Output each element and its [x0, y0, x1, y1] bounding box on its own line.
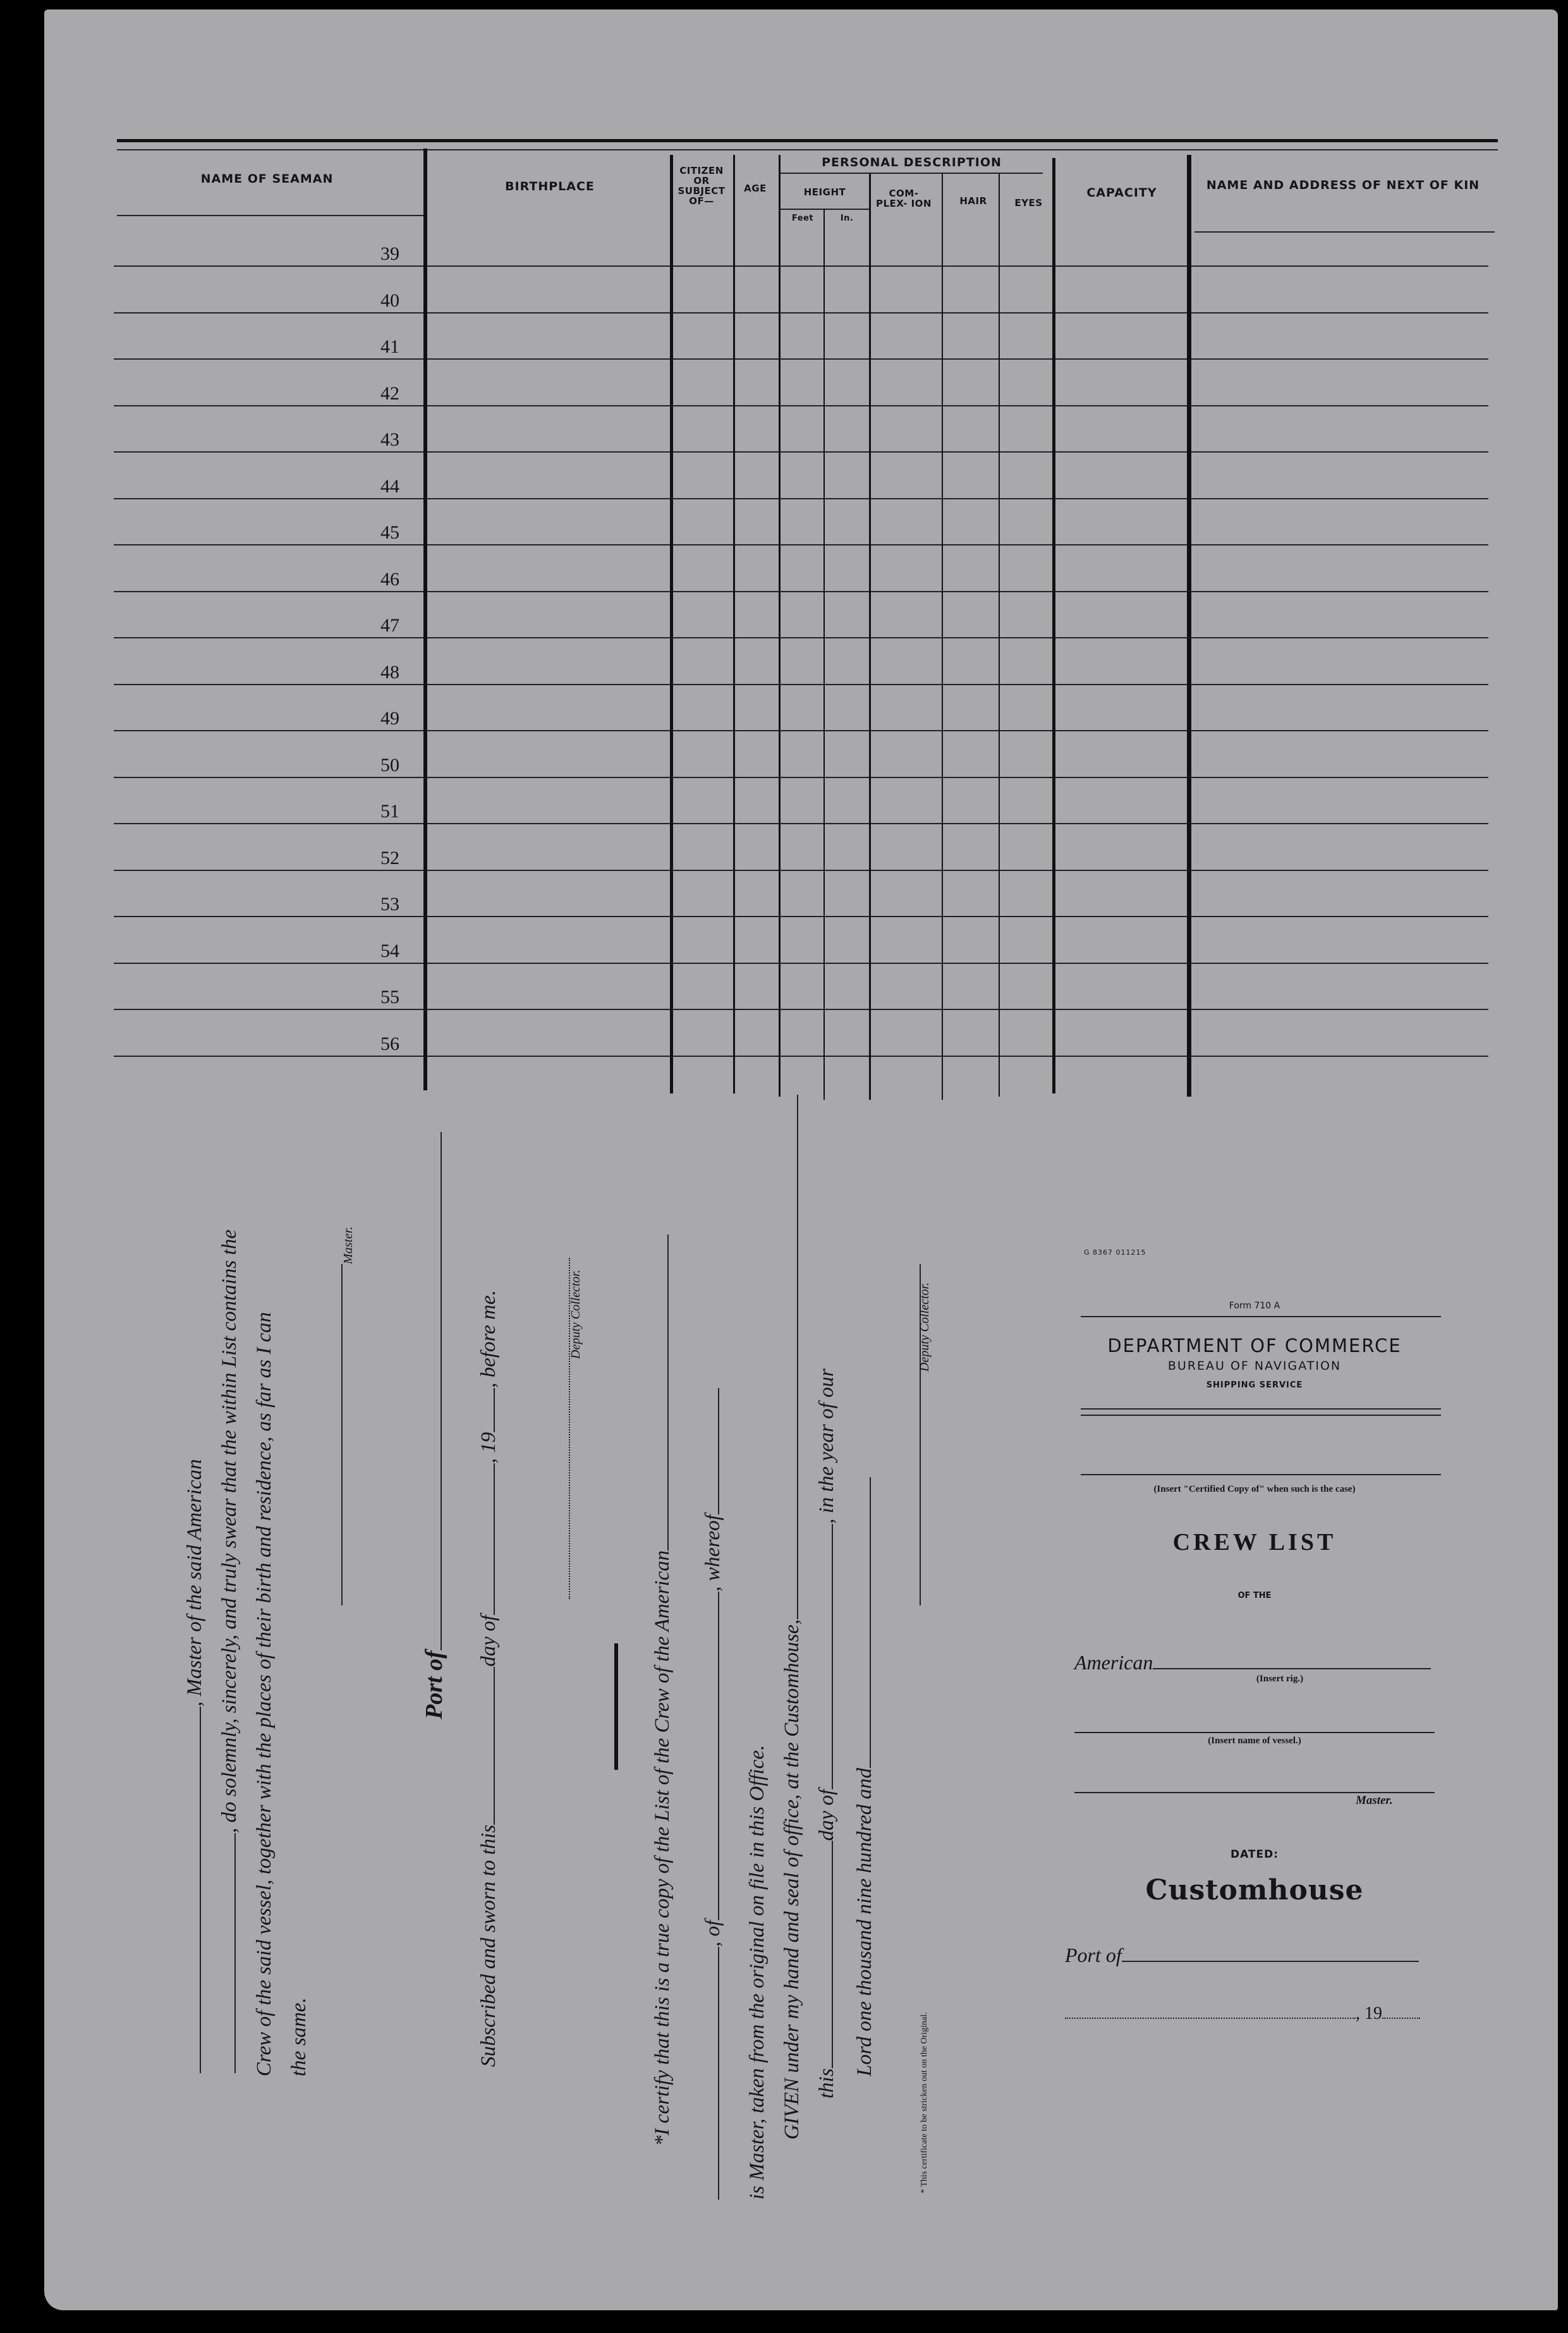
cert-line-4 [781, 1095, 804, 2140]
oath-port-of [420, 1132, 448, 1719]
table-row-rule [114, 312, 1488, 314]
table-row-rule [114, 1056, 1488, 1057]
table-row-rule [114, 730, 1488, 731]
row-number: 53 [380, 894, 399, 915]
row-number: 49 [380, 708, 399, 729]
dated: DATED: [1230, 1848, 1279, 1861]
customhouse: Customhouse [1145, 1874, 1364, 1906]
header-capacity: CAPACITY [1086, 186, 1157, 200]
oath-line-4 [288, 1997, 311, 2076]
section-divider [614, 1643, 618, 1770]
column-divider [1052, 158, 1055, 1093]
oath-text-2: , do solemnly, sincerely, and truly swear that the within List contains the [218, 1229, 241, 1833]
row-number: 39 [380, 243, 399, 264]
table-row-rule [114, 916, 1488, 917]
cert-text-3: is Master, taken from the original on file in this Office. [746, 1745, 769, 2200]
before-me-label: , before me. [477, 1290, 500, 1388]
column-divider [670, 155, 673, 1093]
cert-line-3 [746, 1745, 769, 2200]
master-line [1074, 1792, 1435, 1793]
year-line [1065, 2004, 1420, 2024]
form-rule-top [1081, 1316, 1441, 1317]
insert-rig: (Insert rig.) [1256, 1674, 1304, 1684]
table-row-rule [114, 823, 1488, 824]
cert-of: , of [702, 1920, 724, 1947]
oath-text-4: the same. [288, 1997, 310, 2076]
oath-text-1: , Master of the said American [183, 1459, 206, 1707]
cert-text-6: Lord one thousand nine hundred and [853, 1768, 876, 2076]
header-complexion: COM- PLEX- ION [876, 188, 932, 209]
cert-line-1 [651, 1234, 674, 2146]
cert-whereof: , whereof [702, 1514, 724, 1592]
column-divider [423, 149, 427, 1090]
column-divider [1187, 155, 1191, 1097]
port-of-line [1065, 1944, 1419, 1967]
header-name-of-seaman: NAME OF SEAMAN [200, 172, 334, 186]
port-of-cover-label: Port of [1065, 1944, 1122, 1966]
table-top-rule-thin [117, 149, 1498, 150]
cert-year: , in the year of our [815, 1368, 838, 1524]
table-row-rule [114, 777, 1488, 778]
of-the: OF THE [1237, 1591, 1272, 1600]
cert-line-6 [853, 1477, 877, 2076]
master-label-cover: Master. [1356, 1794, 1393, 1807]
cert-text-4: GIVEN under my hand and seal of office, at the Customhouse, [781, 1619, 803, 2140]
column-divider [869, 174, 871, 1100]
oath-subscribed [477, 1290, 501, 2067]
header-height: HEIGHT [803, 186, 846, 198]
print-code: G 8367 011215 [1084, 1248, 1146, 1257]
cert-dayof: day of [815, 1789, 838, 1841]
table-row-rule [114, 963, 1488, 964]
crew-list-title: CREW LIST [1172, 1529, 1337, 1556]
row-number: 43 [380, 429, 399, 450]
insert-vessel: (Insert name of vessel.) [1208, 1736, 1301, 1746]
bureau: BUREAU OF NAVIGATION [1167, 1359, 1342, 1373]
table-row-rule [114, 637, 1488, 638]
header-bottom-rule-right [1194, 231, 1495, 233]
header-birthplace: BIRTHPLACE [505, 180, 595, 193]
table-row-rule [114, 591, 1488, 592]
row-number: 44 [380, 475, 399, 497]
year-prefix: , 19 [477, 1432, 500, 1464]
oath-line-3 [253, 1312, 276, 2076]
master-signature-line [332, 1264, 346, 1605]
header-eyes: EYES [1014, 197, 1043, 209]
table-top-rule [117, 139, 1498, 142]
vessel-line [1074, 1732, 1435, 1733]
row-number: 56 [380, 1033, 399, 1054]
table-row-rule [114, 265, 1488, 267]
row-number: 52 [380, 847, 399, 868]
american-label: American [1074, 1651, 1153, 1674]
deputy-collector-label: Deputy Collector. [569, 1269, 583, 1359]
table-row-rule [114, 870, 1488, 871]
table-row-rule [114, 358, 1488, 360]
table-row-rule [114, 1009, 1488, 1010]
table-row-rule [114, 684, 1488, 685]
header-feet: Feet [791, 214, 814, 223]
header-next-of-kin: NAME AND ADDRESS OF NEXT OF KIN [1206, 178, 1480, 192]
row-number: 42 [380, 382, 399, 404]
row-number: 48 [380, 661, 399, 683]
column-divider [942, 174, 943, 1100]
row-number: 41 [380, 336, 399, 357]
cert-deputy-label: Deputy Collector. [918, 1282, 932, 1372]
header-rule-personal [781, 173, 1043, 174]
table-row-rule [114, 544, 1488, 545]
cert-this: this [815, 2068, 838, 2098]
row-number: 55 [380, 987, 399, 1008]
department: DEPARTMENT OF COMMERCE [1107, 1335, 1402, 1356]
column-divider [824, 209, 825, 1100]
cert-line-2 [702, 1388, 725, 2200]
row-number: 46 [380, 568, 399, 590]
form-rule-3 [1081, 1474, 1441, 1475]
cert-line-5 [815, 1368, 839, 2098]
subscribed-label: Subscribed and sworn to this [477, 1824, 500, 2067]
header-bottom-rule [117, 215, 427, 216]
row-number: 47 [380, 615, 399, 636]
service: SHIPPING SERVICE [1206, 1380, 1303, 1390]
year-prefix-cover: , 19 [1356, 2004, 1382, 2023]
oath-line-1 [183, 1459, 207, 2073]
row-number: 54 [380, 940, 399, 961]
form-rule-2 [1081, 1415, 1441, 1416]
form-rule-1 [1081, 1408, 1441, 1410]
cert-text-1: *I certify that this is a true copy of the List of the Crew of the American [651, 1550, 674, 2146]
table-row-rule [114, 498, 1488, 499]
table-row-rule [114, 405, 1488, 406]
header-rule-height [781, 209, 869, 210]
form-number: Form 710 A [1229, 1301, 1280, 1311]
day-of-label: day of [477, 1615, 500, 1667]
cert-footnote: * This certificate to be stricken out on the Original. [920, 2012, 929, 2193]
row-number: 45 [380, 522, 399, 543]
row-number: 50 [380, 754, 399, 776]
header-personal-description: PERSONAL DESCRIPTION [822, 155, 1002, 169]
master-label: Master. [341, 1226, 355, 1264]
table-row-rule [114, 451, 1488, 453]
row-number: 40 [380, 289, 399, 311]
column-divider [999, 174, 1000, 1097]
column-divider [779, 155, 781, 1097]
header-citizen: CITIZEN OR SUBJECT OF— [678, 165, 726, 207]
column-divider [733, 155, 735, 1093]
header-hair: HAIR [959, 195, 987, 207]
oath-line-2 [218, 1229, 241, 2073]
row-number: 51 [380, 801, 399, 822]
header-age: AGE [744, 183, 767, 194]
port-of-label: Port of [421, 1650, 447, 1719]
oath-text-3: Crew of the said vessel, together with the places of their birth and residence, as far as I can [253, 1312, 276, 2076]
american-line [1074, 1651, 1431, 1674]
insert-certified: (Insert "Certified Copy of" when such is the case) [1153, 1484, 1356, 1494]
header-inches: In. [840, 214, 854, 223]
